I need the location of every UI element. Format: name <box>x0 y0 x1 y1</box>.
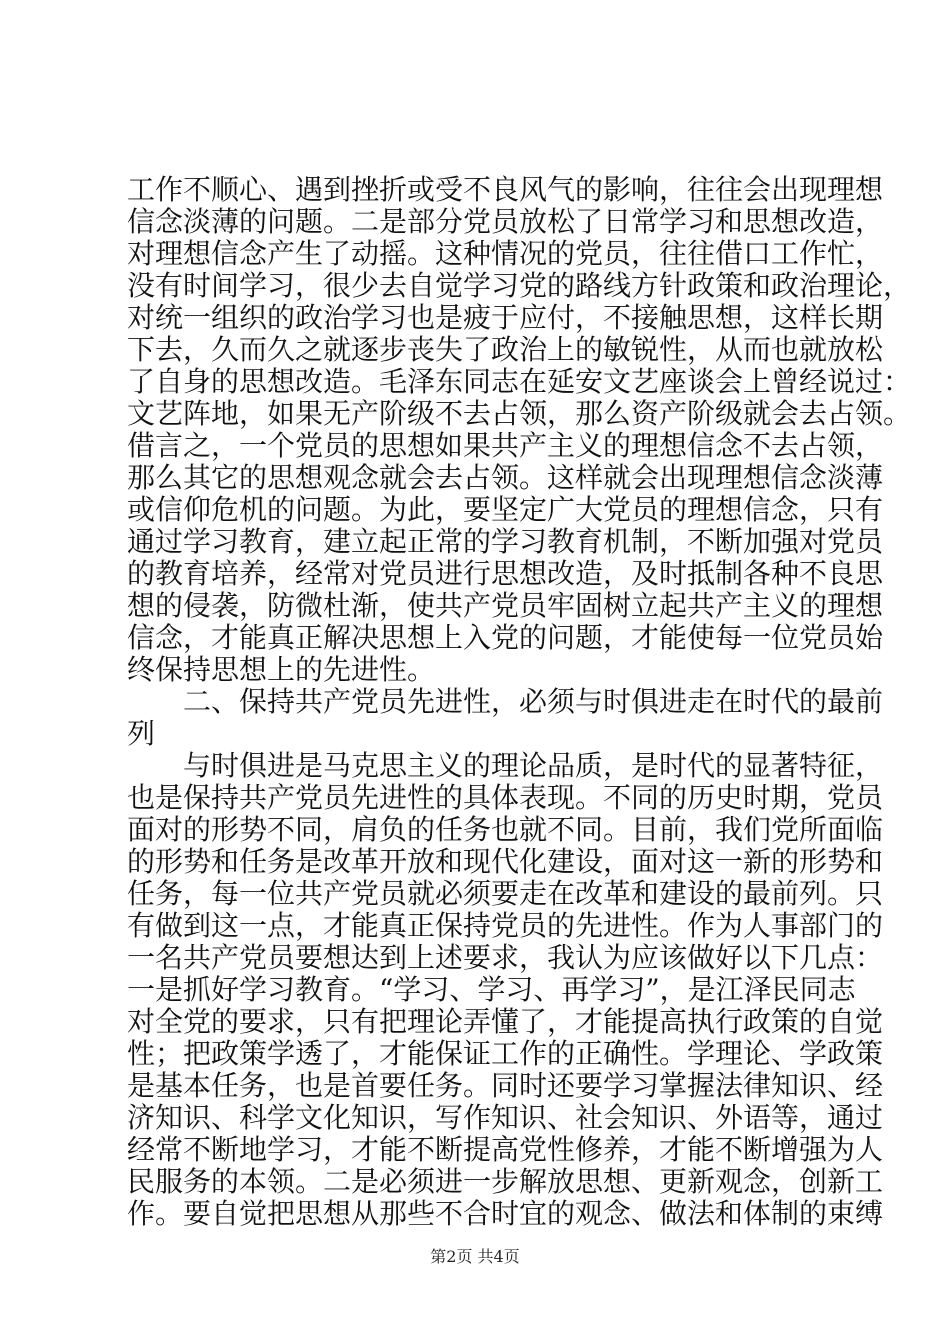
text-line: 对全党的要求，只有把理论弄懂了，才能提高执行政策的自觉 <box>127 1005 884 1038</box>
text-line: 面对的形势不同，肩负的任务也就不同。目前，我们党所面临 <box>127 813 884 846</box>
text-line: 一是抓好学习教育。“学习、学习、再学习”，是江泽民同志 <box>127 973 856 1006</box>
text-line: 与时俱进是马克思主义的理论品质，是时代的显著特征， <box>183 749 884 782</box>
document-body <box>127 173 912 1230</box>
text-line: 通过学习教育，建立起正常的学习教育机制，不断加强对党员 <box>127 525 884 558</box>
text-line: 没有时间学习，很少去自觉学习党的路线方针政策和政治理论， <box>127 269 912 302</box>
text-line: 有做到这一点，才能真正保持党员的先进性。作为人事部门的 <box>127 909 884 942</box>
text-line: 工作不顺心、遇到挫折或受不良风气的影响，往往会出现理想 <box>127 173 884 206</box>
text-line: 作。要自觉把思想从那些不合时宜的观念、做法和体制的束缚 <box>127 1197 884 1230</box>
text-line: 的教育培养，经常对党员进行思想改造，及时抵制各种不良思 <box>127 557 884 590</box>
text-line: 济知识、科学文化知识，写作知识、社会知识、外语等，通过 <box>127 1101 884 1134</box>
text-line: 信念，才能真正解决思想上入党的问题，才能使每一位党员始 <box>127 621 884 654</box>
text-line: 一名共产党员要想达到上述要求，我认为应该做好以下几点： <box>127 941 884 974</box>
text-line: 对统一组织的政治学习也是疲于应付，不接触思想，这样长期 <box>127 301 884 334</box>
text-line: 或信仰危机的问题。为此，要坚定广大党员的理想信念，只有 <box>127 493 884 526</box>
text-line: 那么其它的思想观念就会去占领。这样就会出现理想信念淡薄 <box>127 461 884 494</box>
text-line: 了自身的思想改造。毛泽东同志在延安文艺座谈会上曾经说过： <box>127 365 912 398</box>
text-line: 下去，久而久之就逐步丧失了政治上的敏锐性，从而也就放松 <box>127 333 884 366</box>
text-line: 任务，每一位共产党员就必须要走在改革和建设的最前列。只 <box>127 877 884 910</box>
page-number-footer: 第2页 共4页 <box>430 1247 520 1266</box>
text-line: 想的侵袭，防微杜渐，使共产党员牢固树立起共产主义的理想 <box>127 589 884 622</box>
text-line: 对理想信念产生了动摇。这种情况的党员，往往借口工作忙， <box>127 237 884 270</box>
text-line: 终保持思想上的先进性。 <box>127 653 436 686</box>
text-line: 信念淡薄的问题。二是部分党员放松了日常学习和思想改造， <box>127 205 884 238</box>
section-heading-cont: 列 <box>127 717 156 750</box>
text-line: 经常不断地学习，才能不断提高党性修养，才能不断增强为人 <box>127 1133 884 1166</box>
text-line: 的形势和任务是改革开放和现代化建设，面对这一新的形势和 <box>127 845 884 878</box>
text-line: 是基本任务，也是首要任务。同时还要学习掌握法律知识、经 <box>127 1069 884 1102</box>
text-line: 性；把政策学透了，才能保证工作的正确性。学理论、学政策 <box>127 1037 884 1070</box>
text-line: 民服务的本领。二是必须进一步解放思想、更新观念，创新工 <box>127 1165 884 1198</box>
text-line: 也是保持共产党员先进性的具体表现。不同的历史时期，党员 <box>127 781 884 814</box>
text-line: 借言之，一个党员的思想如果共产主义的理想信念不去占领， <box>127 429 884 462</box>
section-heading: 二、保持共产党员先进性，必须与时俱进走在时代的最前 <box>183 685 884 718</box>
text-line: 文艺阵地，如果无产阶级不去占领，那么资产阶级就会去占领。 <box>127 397 912 430</box>
